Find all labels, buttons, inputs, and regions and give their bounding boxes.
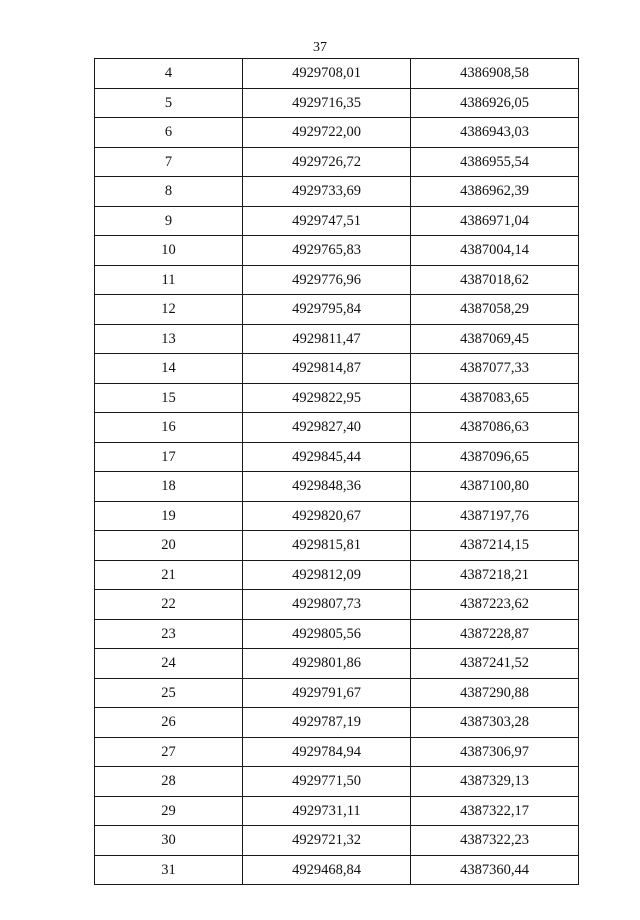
x-coordinate-cell: 4929822,95 bbox=[243, 383, 411, 413]
x-coordinate-cell: 4929807,73 bbox=[243, 590, 411, 620]
x-coordinate-cell: 4929812,09 bbox=[243, 560, 411, 590]
y-coordinate-cell: 4386926,05 bbox=[411, 88, 579, 118]
x-coordinate-cell: 4929765,83 bbox=[243, 236, 411, 266]
point-number-cell: 4 bbox=[95, 59, 243, 89]
table-row bbox=[95, 796, 579, 826]
x-coordinate-cell: 4929733,69 bbox=[243, 177, 411, 207]
x-coordinate-cell: 4929787,19 bbox=[243, 708, 411, 738]
table-row bbox=[95, 442, 579, 472]
x-coordinate-cell: 4929801,86 bbox=[243, 649, 411, 679]
x-coordinate-cell: 4929795,84 bbox=[243, 295, 411, 325]
point-number-cell: 13 bbox=[95, 324, 243, 354]
table-row bbox=[95, 206, 579, 236]
table-row bbox=[95, 324, 579, 354]
y-coordinate-cell: 4387058,29 bbox=[411, 295, 579, 325]
point-number-cell: 7 bbox=[95, 147, 243, 177]
point-number-cell: 30 bbox=[95, 826, 243, 856]
x-coordinate-cell: 4929731,11 bbox=[243, 796, 411, 826]
point-number-cell: 25 bbox=[95, 678, 243, 708]
x-coordinate-cell: 4929468,84 bbox=[243, 855, 411, 885]
point-number-cell: 20 bbox=[95, 531, 243, 561]
table-row bbox=[95, 590, 579, 620]
table-row bbox=[95, 619, 579, 649]
point-number-cell: 22 bbox=[95, 590, 243, 620]
x-coordinate-cell: 4929708,01 bbox=[243, 59, 411, 89]
y-coordinate-cell: 4387096,65 bbox=[411, 442, 579, 472]
x-coordinate-cell: 4929791,67 bbox=[243, 678, 411, 708]
y-coordinate-cell: 4387290,88 bbox=[411, 678, 579, 708]
y-coordinate-cell: 4387086,63 bbox=[411, 413, 579, 443]
y-coordinate-cell: 4386943,03 bbox=[411, 118, 579, 148]
y-coordinate-cell: 4387218,21 bbox=[411, 560, 579, 590]
y-coordinate-cell: 4387214,15 bbox=[411, 531, 579, 561]
point-number-cell: 21 bbox=[95, 560, 243, 590]
table-row bbox=[95, 413, 579, 443]
point-number-cell: 18 bbox=[95, 472, 243, 502]
table-row bbox=[95, 531, 579, 561]
point-number-cell: 17 bbox=[95, 442, 243, 472]
table-row bbox=[95, 472, 579, 502]
y-coordinate-cell: 4387223,62 bbox=[411, 590, 579, 620]
y-coordinate-cell: 4386962,39 bbox=[411, 177, 579, 207]
y-coordinate-cell: 4387018,62 bbox=[411, 265, 579, 295]
table-row bbox=[95, 855, 579, 885]
x-coordinate-cell: 4929814,87 bbox=[243, 354, 411, 384]
y-coordinate-cell: 4386971,04 bbox=[411, 206, 579, 236]
y-coordinate-cell: 4387360,44 bbox=[411, 855, 579, 885]
y-coordinate-cell: 4386955,54 bbox=[411, 147, 579, 177]
table-row bbox=[95, 649, 579, 679]
x-coordinate-cell: 4929784,94 bbox=[243, 737, 411, 767]
y-coordinate-cell: 4387322,23 bbox=[411, 826, 579, 856]
point-number-cell: 14 bbox=[95, 354, 243, 384]
point-number-cell: 8 bbox=[95, 177, 243, 207]
table-row bbox=[95, 354, 579, 384]
x-coordinate-cell: 4929716,35 bbox=[243, 88, 411, 118]
table-row bbox=[95, 767, 579, 797]
y-coordinate-cell: 4386908,58 bbox=[411, 59, 579, 89]
table-row bbox=[95, 88, 579, 118]
y-coordinate-cell: 4387241,52 bbox=[411, 649, 579, 679]
point-number-cell: 6 bbox=[95, 118, 243, 148]
point-number-cell: 9 bbox=[95, 206, 243, 236]
y-coordinate-cell: 4387100,80 bbox=[411, 472, 579, 502]
x-coordinate-cell: 4929848,36 bbox=[243, 472, 411, 502]
x-coordinate-cell: 4929811,47 bbox=[243, 324, 411, 354]
y-coordinate-cell: 4387197,76 bbox=[411, 501, 579, 531]
point-number-cell: 19 bbox=[95, 501, 243, 531]
table-row bbox=[95, 560, 579, 590]
x-coordinate-cell: 4929722,00 bbox=[243, 118, 411, 148]
table-row bbox=[95, 177, 579, 207]
y-coordinate-cell: 4387303,28 bbox=[411, 708, 579, 738]
x-coordinate-cell: 4929805,56 bbox=[243, 619, 411, 649]
point-number-cell: 29 bbox=[95, 796, 243, 826]
x-coordinate-cell: 4929845,44 bbox=[243, 442, 411, 472]
coordinates-table-body bbox=[95, 59, 579, 885]
point-number-cell: 12 bbox=[95, 295, 243, 325]
table-row bbox=[95, 737, 579, 767]
x-coordinate-cell: 4929726,72 bbox=[243, 147, 411, 177]
x-coordinate-cell: 4929771,50 bbox=[243, 767, 411, 797]
table-row bbox=[95, 501, 579, 531]
y-coordinate-cell: 4387069,45 bbox=[411, 324, 579, 354]
table-row bbox=[95, 826, 579, 856]
point-number-cell: 5 bbox=[95, 88, 243, 118]
y-coordinate-cell: 4387077,33 bbox=[411, 354, 579, 384]
x-coordinate-cell: 4929776,96 bbox=[243, 265, 411, 295]
point-number-cell: 24 bbox=[95, 649, 243, 679]
x-coordinate-cell: 4929820,67 bbox=[243, 501, 411, 531]
y-coordinate-cell: 4387322,17 bbox=[411, 796, 579, 826]
table-row bbox=[95, 295, 579, 325]
point-number-cell: 11 bbox=[95, 265, 243, 295]
table-row bbox=[95, 59, 579, 89]
page-number: 37 bbox=[313, 40, 327, 55]
point-number-cell: 28 bbox=[95, 767, 243, 797]
table-row bbox=[95, 236, 579, 266]
y-coordinate-cell: 4387228,87 bbox=[411, 619, 579, 649]
table-row bbox=[95, 147, 579, 177]
x-coordinate-cell: 4929721,32 bbox=[243, 826, 411, 856]
y-coordinate-cell: 4387329,13 bbox=[411, 767, 579, 797]
y-coordinate-cell: 4387083,65 bbox=[411, 383, 579, 413]
table-row bbox=[95, 383, 579, 413]
point-number-cell: 31 bbox=[95, 855, 243, 885]
y-coordinate-cell: 4387306,97 bbox=[411, 737, 579, 767]
table-row bbox=[95, 265, 579, 295]
point-number-cell: 15 bbox=[95, 383, 243, 413]
point-number-cell: 27 bbox=[95, 737, 243, 767]
table-row bbox=[95, 678, 579, 708]
point-number-cell: 23 bbox=[95, 619, 243, 649]
point-number-cell: 16 bbox=[95, 413, 243, 443]
coordinates-table bbox=[94, 58, 579, 885]
x-coordinate-cell: 4929827,40 bbox=[243, 413, 411, 443]
point-number-cell: 10 bbox=[95, 236, 243, 266]
y-coordinate-cell: 4387004,14 bbox=[411, 236, 579, 266]
table-row bbox=[95, 118, 579, 148]
x-coordinate-cell: 4929815,81 bbox=[243, 531, 411, 561]
point-number-cell: 26 bbox=[95, 708, 243, 738]
x-coordinate-cell: 4929747,51 bbox=[243, 206, 411, 236]
table-row bbox=[95, 708, 579, 738]
